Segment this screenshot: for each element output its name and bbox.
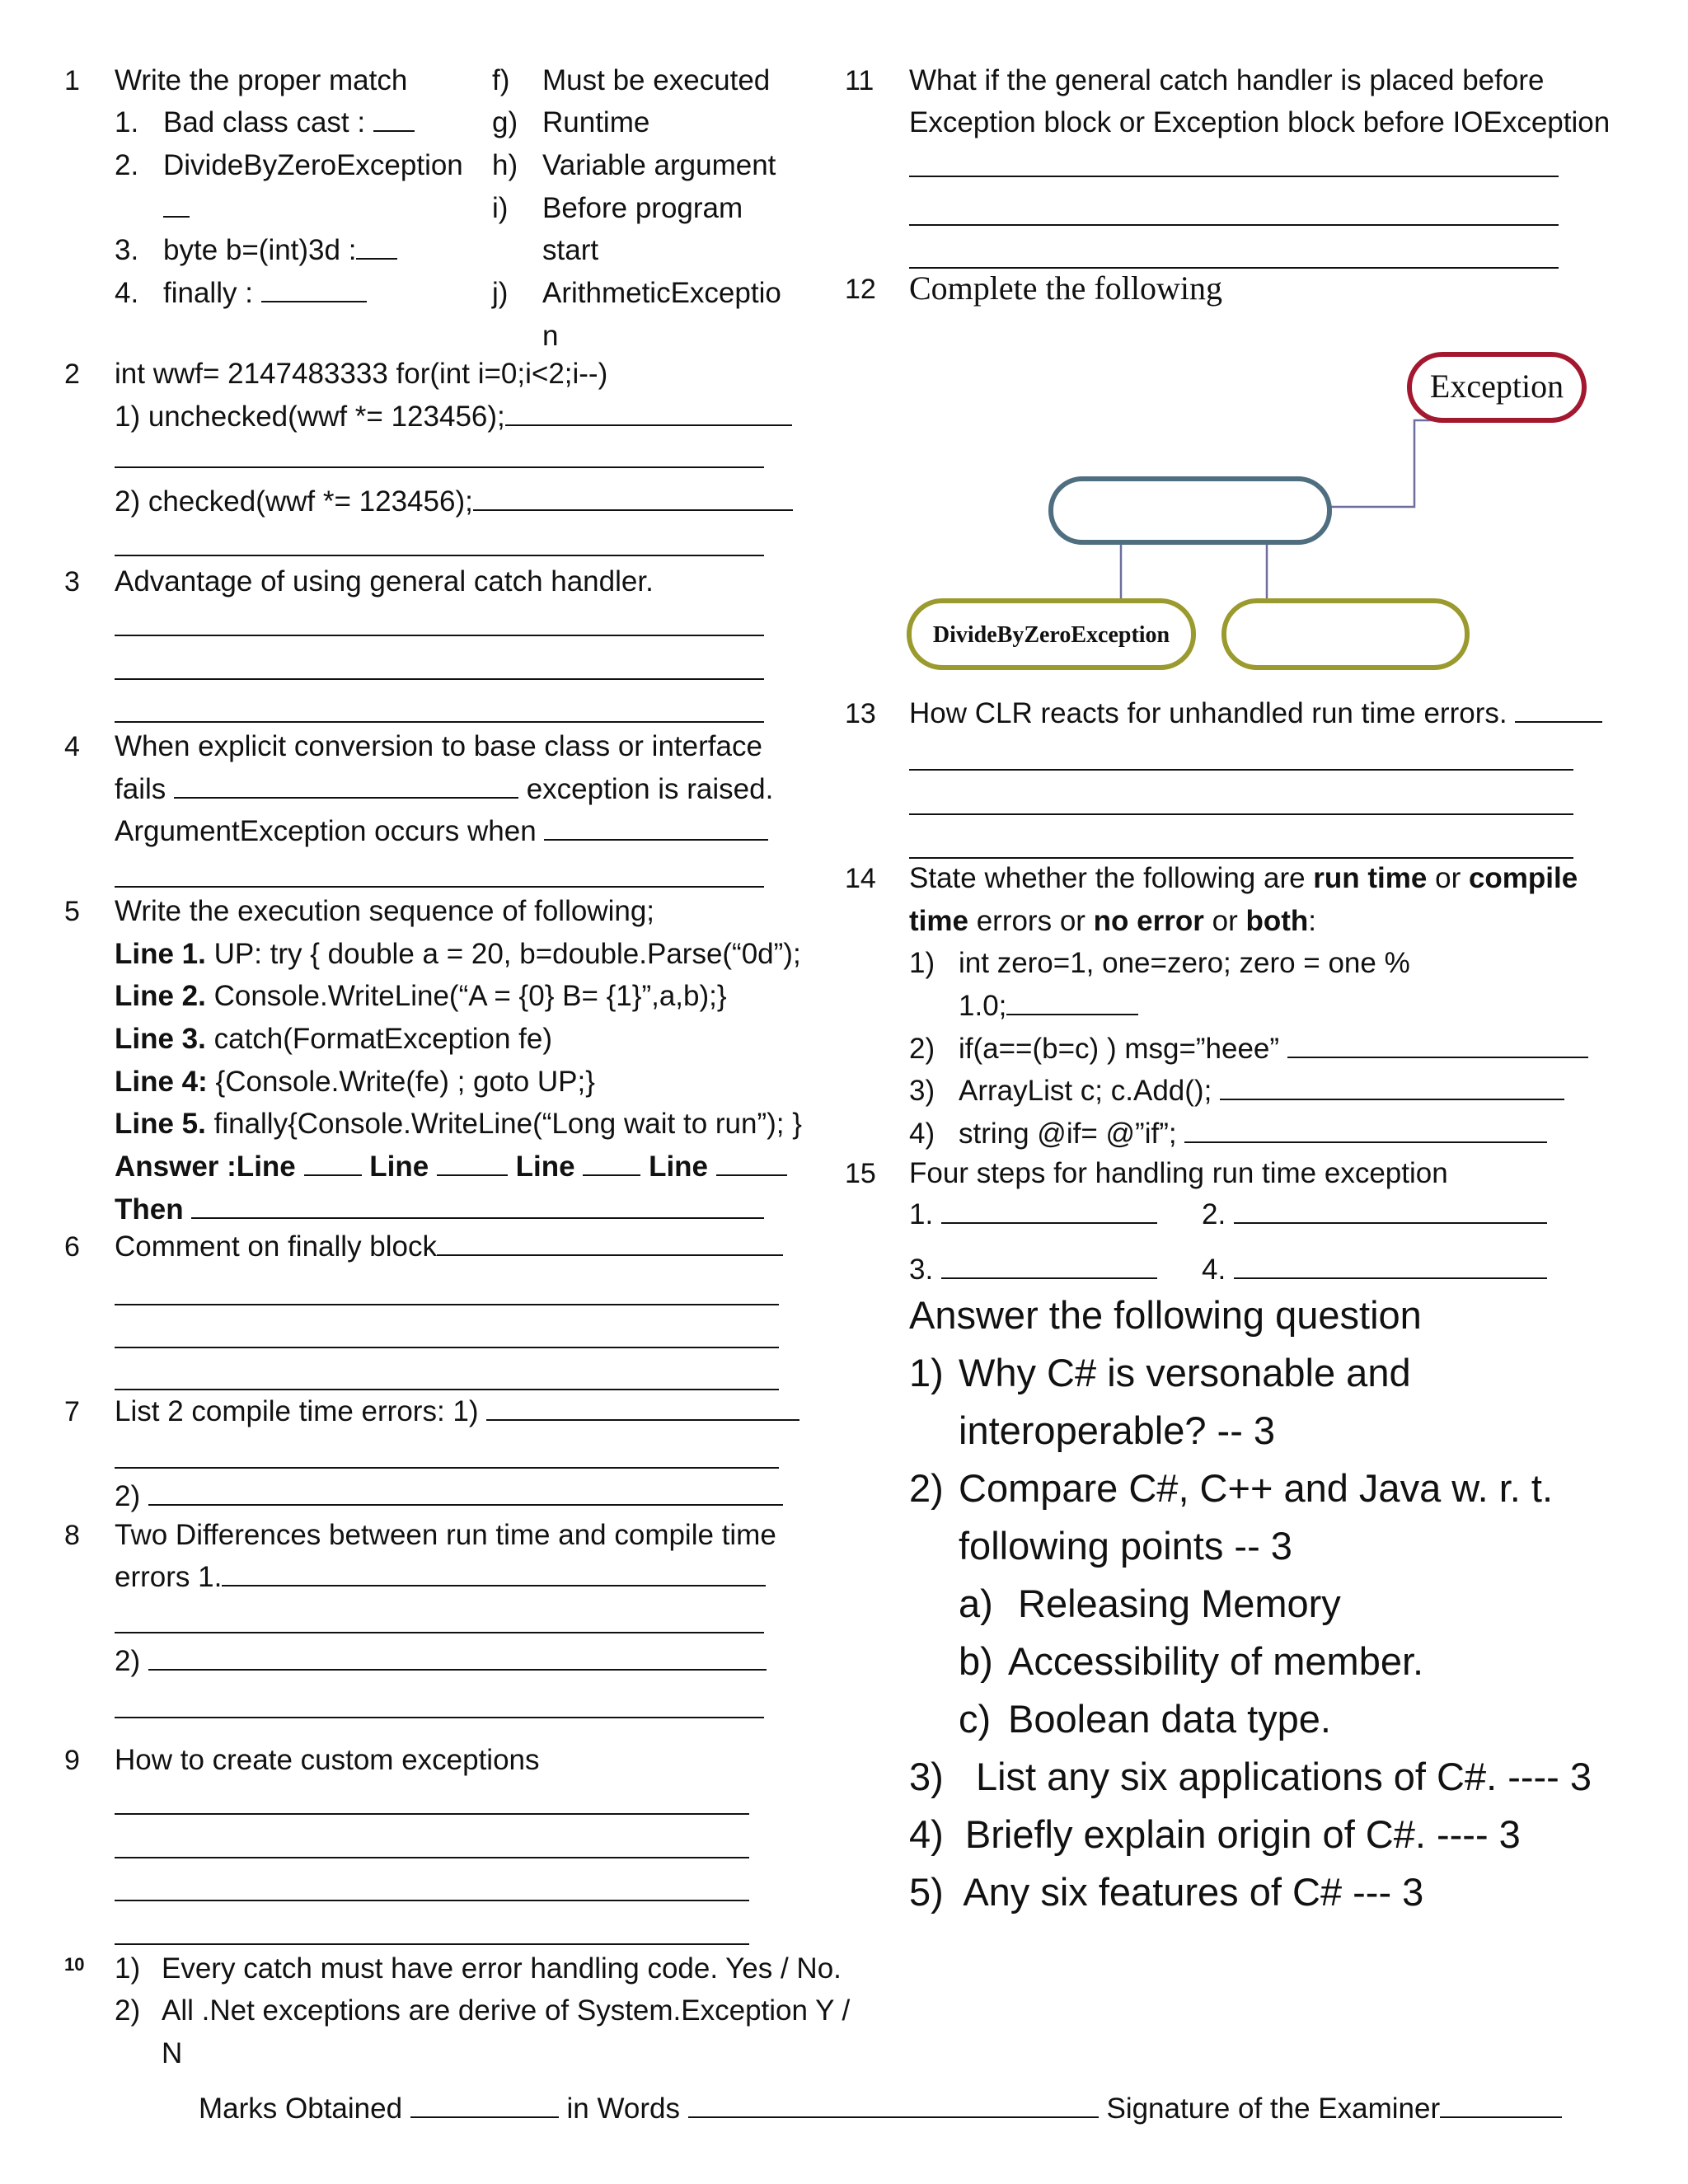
answer-blank[interactable]	[1006, 989, 1138, 1015]
q1-option-f-letter: f)	[492, 64, 510, 96]
q13-number: 13	[845, 698, 876, 729]
q15-prompt: Four steps for handling run time exception	[909, 1157, 1448, 1189]
q11-line-1: What if the general catch handler is placed before	[909, 64, 1545, 96]
answer-q2-sub-a-letter: a)	[959, 1582, 993, 1625]
answer-q3: 3) List any six applications of C#. ---- 3	[909, 1755, 1592, 1798]
q1-item-2: DivideByZeroException	[163, 149, 463, 181]
q8-number: 8	[64, 1520, 80, 1551]
q5-code-line-5: Line 5. finally{Console.WriteLine(“Long wait to run”); }	[115, 1108, 802, 1140]
answer-blank[interactable]	[1287, 1032, 1588, 1058]
exception-node-label: Exception	[1429, 368, 1564, 405]
q14-item-1: int zero=1, one=zero; zero = one %	[959, 947, 1410, 979]
q1-option-h-letter: h)	[492, 149, 518, 181]
answer-q4: 4) Briefly explain origin of C#. ---- 3	[909, 1812, 1521, 1856]
q6-number: 6	[64, 1231, 80, 1263]
answer-section-title: Answer the following question	[909, 1293, 1422, 1337]
q14-item-3: ArrayList c; c.Add();	[959, 1074, 1564, 1108]
q2-part-1: 1) unchecked(wwf *= 123456);	[115, 400, 792, 434]
answer-blank[interactable]	[1234, 1197, 1547, 1224]
q11-number: 11	[845, 65, 874, 96]
q3-prompt: Advantage of using general catch handler.	[115, 565, 654, 598]
q1-option-g: Runtime	[542, 106, 650, 138]
marks-in-words-field[interactable]	[688, 2092, 1099, 2118]
connector-top	[1331, 420, 1496, 507]
q12-prompt: Complete the following	[909, 269, 1222, 307]
middle-node-box[interactable]	[1051, 479, 1329, 542]
q7-number: 7	[64, 1396, 80, 1427]
q5-then-row: Then	[115, 1193, 764, 1227]
q15-step-2: 2.	[1202, 1197, 1547, 1232]
answer-q2-sub-c: Boolean data type.	[1008, 1697, 1331, 1741]
answer-line[interactable]	[909, 769, 1573, 771]
q10-item-2-number: 2)	[115, 1994, 141, 2027]
q5-prompt: Write the execution sequence of following;	[115, 895, 655, 927]
answer-blank[interactable]	[941, 1197, 1157, 1224]
q8-line-2: errors 1.	[115, 1560, 766, 1595]
q1-item-3-number: 3.	[115, 234, 139, 266]
q2-prompt: int wwf= 2147483333 for(int i=0;i<2;i--)	[115, 358, 608, 390]
answer-q1-number: 1)	[909, 1351, 944, 1394]
answer-q2-sub-b-letter: b)	[959, 1639, 993, 1683]
q1-item-3: byte b=(int)3d :	[163, 233, 397, 268]
q9-prompt: How to create custom exceptions	[115, 1744, 540, 1776]
q1-option-j-cont: n	[542, 320, 559, 352]
q4-number: 4	[64, 731, 80, 762]
answer-blank[interactable]	[1184, 1117, 1547, 1143]
q14-number: 14	[845, 863, 876, 894]
q1-item-4-number: 4.	[115, 277, 139, 309]
q4-line-3: ArgumentException occurs when	[115, 814, 768, 849]
q1-option-g-letter: g)	[492, 106, 518, 138]
q1-option-f: Must be executed	[542, 64, 771, 96]
q1-item-2-number: 2.	[115, 149, 139, 181]
footer-marks: Marks Obtained in Words Signature of the Examiner	[199, 2092, 1562, 2126]
q1-option-j-letter: j)	[492, 277, 509, 309]
q10-number: 10	[64, 1954, 85, 1975]
answer-q2-sub-b: Accessibility of member.	[1008, 1639, 1424, 1683]
q1-option-i-cont: start	[542, 234, 599, 266]
marks-field[interactable]	[410, 2092, 559, 2118]
q14-item-2-number: 2)	[909, 1033, 935, 1065]
q10-item-2-cont: N	[162, 2037, 183, 2069]
q12-number: 12	[845, 274, 876, 305]
q14-item-4: string @if= @”if”;	[959, 1117, 1547, 1151]
q9-number: 9	[64, 1745, 80, 1776]
q1-option-h: Variable argument	[542, 149, 776, 181]
answer-blank[interactable]	[1515, 696, 1602, 723]
q5-code-line-3: Line 3. catch(FormatException fe)	[115, 1023, 553, 1055]
answer-blank[interactable]	[1234, 1253, 1547, 1279]
q14-item-1-cont: 1.0;	[959, 989, 1138, 1024]
q4-line-2: fails exception is raised.	[115, 773, 774, 805]
q2-part-2: 2) checked(wwf *= 123456);	[115, 485, 793, 519]
right-node-box[interactable]	[1224, 601, 1467, 668]
q5-code-line-2: Line 2. Console.WriteLine(“A = {0} B= {1}”,a,b);}	[115, 980, 727, 1012]
answer-q2-sub-c-letter: c)	[959, 1697, 992, 1741]
q10-item-2: All .Net exceptions are derive of System.Exception Y /	[162, 1994, 851, 2027]
q1-item-1-number: 1.	[115, 106, 139, 138]
q8-line-1: Two Differences between run time and compile time	[115, 1519, 776, 1551]
q5-number: 5	[64, 896, 80, 927]
q15-step-1: 1.	[909, 1197, 1157, 1232]
q2-number: 2	[64, 359, 80, 390]
q1-item-4: finally :	[163, 276, 367, 311]
q4-line-1: When explicit conversion to base class or interface	[115, 730, 762, 762]
answer-q2-cont: following points -- 3	[959, 1524, 1292, 1568]
q5-answer-row: Answer :Line Line Line Line	[115, 1150, 787, 1184]
q14-item-4-number: 4)	[909, 1118, 935, 1150]
q14-prompt-line-1: State whether the following are run time or compile	[909, 862, 1578, 894]
q1-item-1: Bad class cast :	[163, 105, 415, 140]
q15-number: 15	[845, 1158, 876, 1189]
answer-q5: 5) Any six features of C# --- 3	[909, 1870, 1424, 1914]
q7-prompt: List 2 compile time errors: 1)	[115, 1394, 799, 1429]
q5-code-line-4: Line 4: {Console.Write(fe) ; goto UP;}	[115, 1066, 595, 1098]
q8-second: 2)	[115, 1644, 767, 1679]
answer-blank[interactable]	[1220, 1074, 1564, 1100]
q1-prompt: Write the proper match	[115, 64, 408, 96]
q7-second: 2)	[115, 1479, 783, 1514]
answer-q2-number: 2)	[909, 1466, 944, 1510]
q5-code-line-1: Line 1. UP: try { double a = 20, b=double.Parse(“0d”);	[115, 938, 801, 970]
answer-line[interactable]	[909, 813, 1573, 815]
q14-item-1-number: 1)	[909, 947, 935, 979]
answer-line[interactable]	[909, 857, 1573, 859]
q11-line-2: Exception block or Exception block before IOException	[909, 106, 1611, 138]
q15-step-4: 4.	[1202, 1253, 1547, 1287]
q1-option-i: Before program	[542, 192, 743, 224]
q14-prompt-line-2: time errors or no error or both:	[909, 905, 1316, 937]
q1-number: 1	[64, 65, 80, 96]
dividebyzero-node-label: DivideByZeroException	[932, 622, 1170, 648]
q10-item-1-number: 1)	[115, 1952, 141, 1985]
q3-number: 3	[64, 566, 80, 598]
answer-blank[interactable]	[941, 1253, 1157, 1279]
q6-prompt: Comment on finally block	[115, 1230, 783, 1264]
answer-q1-cont: interoperable? -- 3	[959, 1408, 1276, 1452]
answer-q1: Why C# is versonable and	[959, 1351, 1411, 1394]
q13-prompt: How CLR reacts for unhandled run time errors.	[909, 696, 1602, 731]
q1-option-j: ArithmeticExceptio	[542, 277, 781, 309]
q10-item-1: Every catch must have error handling code. Yes / No.	[162, 1952, 842, 1985]
q15-step-3: 3.	[909, 1253, 1157, 1287]
q14-item-2: if(a==(b=c) ) msg=”heee”	[959, 1032, 1588, 1066]
answer-q2-sub-a: Releasing Memory	[1018, 1582, 1341, 1625]
answer-q2: Compare C#, C++ and Java w. r. t.	[959, 1466, 1554, 1510]
q14-item-3-number: 3)	[909, 1075, 935, 1107]
q1-option-i-letter: i)	[492, 192, 509, 224]
signature-field[interactable]	[1440, 2092, 1562, 2118]
